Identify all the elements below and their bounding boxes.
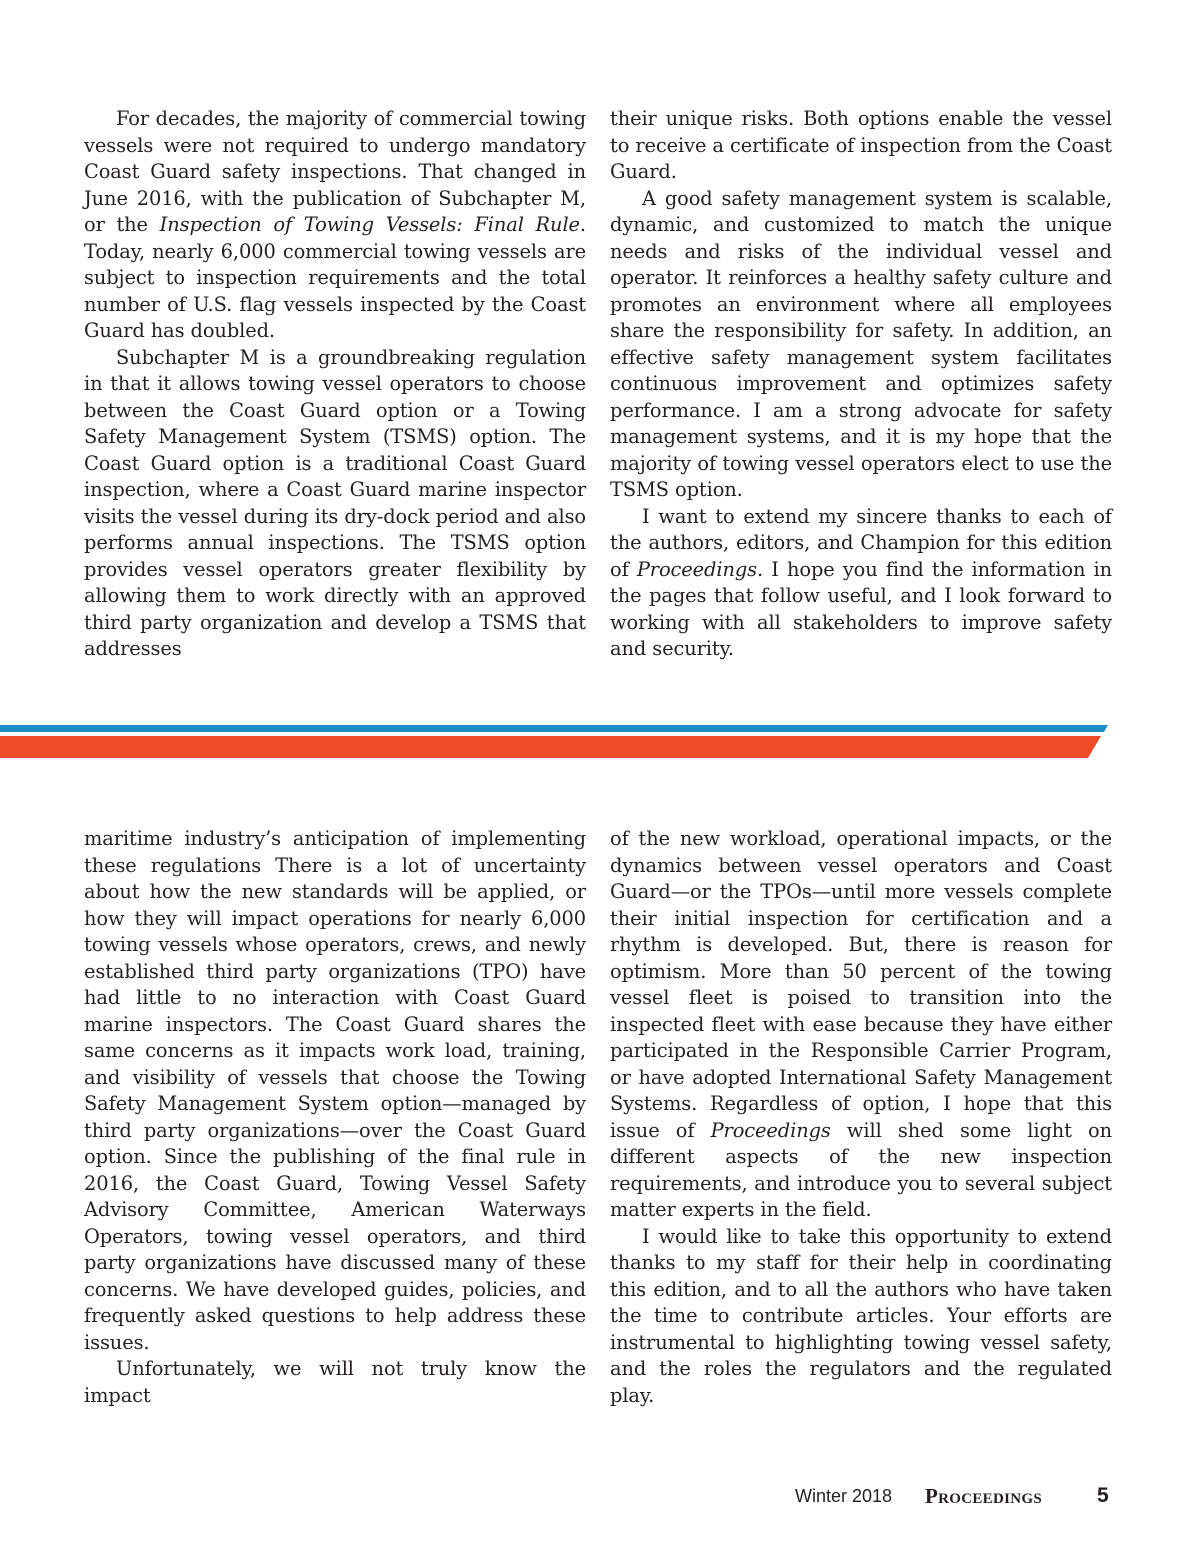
paragraph-subchapter-m-history [84,106,586,345]
publication-name: Proceedings [925,1484,1042,1508]
blue-stripe [0,725,1108,732]
paragraph-continuation: their unique risks. Both options enable the vessel to receive a certificate of inspection from the Coast Guard. [610,107,1112,183]
paragraph-staff-thanks: I would like to take this opportunity to extend thanks to my staff for their help in coordinating this edition, and to all the authors who have taken the time to contribute articles. Your efforts are instrumental to highlighting towing vessel safety, and the roles the regulators and the regulated play. [610,1224,1112,1407]
decorative-stripes [0,722,1200,762]
top-right-column [610,106,1112,663]
paragraph-safety-management: A good safety management system is scalable, dynamic, and customized to match the unique needs and risks of the individual vessel and operator. It reinforces a healthy safety culture and promotes an environment where all employees share the responsibility for safety. In addition, an effective safety management system facilitates continuous improvement and optimizes safety performance. I am a strong advocate for safety management systems, and it is my hope that the majority of towing vessel operators elect to use the TSMS option. [610,186,1112,501]
paragraph-optimism [610,826,1112,1224]
bottom-left-column [84,826,586,1409]
paragraph-continuation: maritime industry’s anticipation of implementing these regulations There is a lot of uncertainty about how the new standards will be applied, or how they will impact operations for nearly 6,000 towing vessels whose operators, crews, and newly established third party organizations (TPO) have had little to no interaction with Coast Guard marine inspectors. The Coast Guard shares the same concerns as it impacts work load, training, and visibility of vessels that choose the Towing Safety Management System option—managed by third party organizations—over the Coast Guard option. Since the publishing of the final rule in 2016, the Coast Guard, Towing Vessel Safety Advisory Committee, American Waterways Operators, towing vessel operators, and third party organizations have discussed many of these concerns. We have developed guides, policies, and frequently asked questions to help address these issues. [84,827,586,1354]
paragraph-tsms-option: Subchapter M is a groundbreaking regulation in that it allows towing vessel operators to choose between the Coast Guard option or a Towing Safety Management System (TSMS) option. The Coast Guard option is a traditional Coast Guard inspection, where a Coast Guard marine inspector visits the vessel during its dry-dock period and also performs annual inspections. The TSMS option provides vessel operators greater flexibility by allowing them to work directly with an approved third party organization and develop a TSMS that addresses [84,345,586,660]
paragraph-text: I want to extend my sincere thanks to each of the authors, editors, and Champion for this edition of [610,504,1112,581]
paragraph-text: I hope you find the information in the pages that follow useful, and I look forward to working with all stakeholders to improve safety and security. [610,557,1112,660]
issue-season: Winter 2018 [795,1486,893,1506]
paragraph-text: . Today, nearly 6,000 commercial towing vessels are subject to inspection requirements and the total number of U.S. flag vessels inspected by the Coast Guard has doubled. [84,213,586,342]
publication-title-italic: Proceedings. [636,557,764,581]
paragraph-text: of the new workload, operational impacts, or the dynamics between vessel operators and Coast Guard—or the TPOs—until more vessels complete their initial inspection for certification and a rhythm is developed. But, there is reason for optimism. More than 50 percent of the towing vessel fleet is poised to transition into the inspected fleet with ease because they have either participated in the Responsible Carrier Program, or have adopted International Safety Management Systems. Regardless of option, I hope that this issue of [610,827,1112,1142]
paragraph-thanks [610,504,1112,663]
rule-title-italic: Inspection of Towing Vessels: Final Rule [159,213,580,236]
paragraph-impact: Unfortunately, we will not truly know the impact [84,1357,586,1407]
bottom-right-column [610,826,1112,1409]
paragraph-text: For decades, the majority of commercial towing vessels were not required to undergo mandatory Coast Guard safety inspections. That changed in June 2016, with the publication of Subchapter M, or the [84,107,586,236]
orange-stripe [0,736,1101,758]
top-left-column [84,106,586,663]
publication-title-italic: Proceedings [710,1118,831,1142]
paragraph-text: will shed some light on different aspects of the new inspection requirements, and introduce you to several subject matter experts in the field. [610,1118,1112,1221]
page-footer [0,1484,1200,1512]
page-number: 5 [1097,1484,1109,1507]
